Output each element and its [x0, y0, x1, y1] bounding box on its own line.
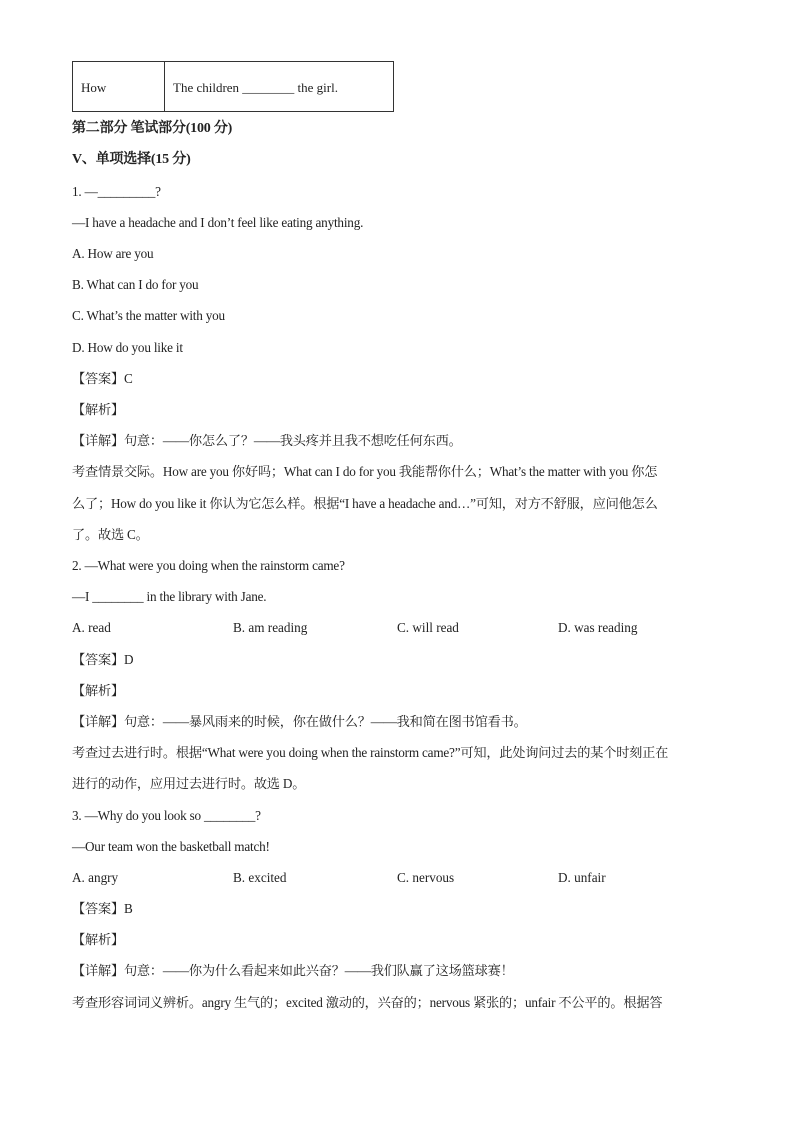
q1-explain-line: 考查情景交际。How are you 你好吗；What can I do for you 我能帮你什么；What’s the matter with you 你怎	[72, 464, 658, 479]
q1-option-a: A. How are you	[72, 246, 154, 261]
q3-option-a: A. angry	[72, 870, 119, 885]
q3-stem: 3. —Why do you look so ________?	[72, 808, 261, 823]
table-cell-how: How	[73, 62, 165, 111]
section-heading: V、单项选择(15 分)	[72, 152, 191, 167]
q1-option-c: C. What’s the matter with you	[72, 308, 225, 323]
q1-analysis-label: 【解析】	[72, 402, 124, 417]
example-table	[72, 61, 394, 112]
q2-analysis-label: 【解析】	[72, 683, 124, 698]
q3-option-c: C. nervous	[397, 870, 455, 885]
q2-detail: 【详解】句意：——暴风雨来的时候，你在做什么？——我和简在图书馆看书。	[72, 714, 527, 729]
q3-detail: 【详解】句意：——你为什么看起来如此兴奋？——我们队赢了这场篮球赛！	[72, 963, 514, 978]
q3-analysis-label: 【解析】	[72, 932, 124, 947]
q1-stem: 1. —_________?	[72, 184, 161, 199]
q2-reply: —I ________ in the library with Jane.	[72, 589, 267, 604]
q1-option-d: D. How do you like it	[72, 340, 183, 355]
q3-option-d: D. unfair	[558, 870, 606, 885]
q3-reply: —Our team won the basketball match!	[72, 839, 270, 854]
part-heading: 第二部分 笔试部分(100 分)	[72, 121, 233, 136]
q2-explain-line: 进行的动作，应用过去进行时。故选 D。	[72, 776, 306, 791]
q1-option-b: B. What can I do for you	[72, 277, 199, 292]
q2-option-d: D. was reading	[558, 620, 638, 635]
q2-option-c: C. will read	[397, 620, 459, 635]
q2-option-a: A. read	[72, 620, 111, 635]
table-cell-sentence: The children ________ the girl.	[173, 80, 338, 95]
q1-reply: —I have a headache and I don’t feel like eating anything.	[72, 215, 364, 230]
q2-answer: 【答案】D	[72, 652, 134, 667]
q3-answer: 【答案】B	[72, 901, 133, 916]
q2-explain-line: 考查过去进行时。根据“What were you doing when the rainstorm came?”可知，此处询问过去的某个时刻正在	[72, 745, 669, 760]
q1-explain-line: 么了；How do you like it 你认为它怎么样。根据“I have a headache and…”可知，对方不舒服，应问他怎么	[72, 496, 658, 511]
q3-option-b: B. excited	[233, 870, 287, 885]
q2-option-b: B. am reading	[233, 620, 308, 635]
q1-explain-line: 了。故选 C。	[72, 527, 149, 542]
q2-stem: 2. —What were you doing when the rainstorm came?	[72, 558, 345, 573]
q1-detail: 【详解】句意：——你怎么了？——我头疼并且我不想吃任何东西。	[72, 433, 462, 448]
q1-answer: 【答案】C	[72, 371, 133, 386]
q3-explain-line: 考查形容词词义辨析。angry 生气的；excited 激动的，兴奋的；nervous 紧张的；unfair 不公平的。根据答	[72, 995, 663, 1010]
